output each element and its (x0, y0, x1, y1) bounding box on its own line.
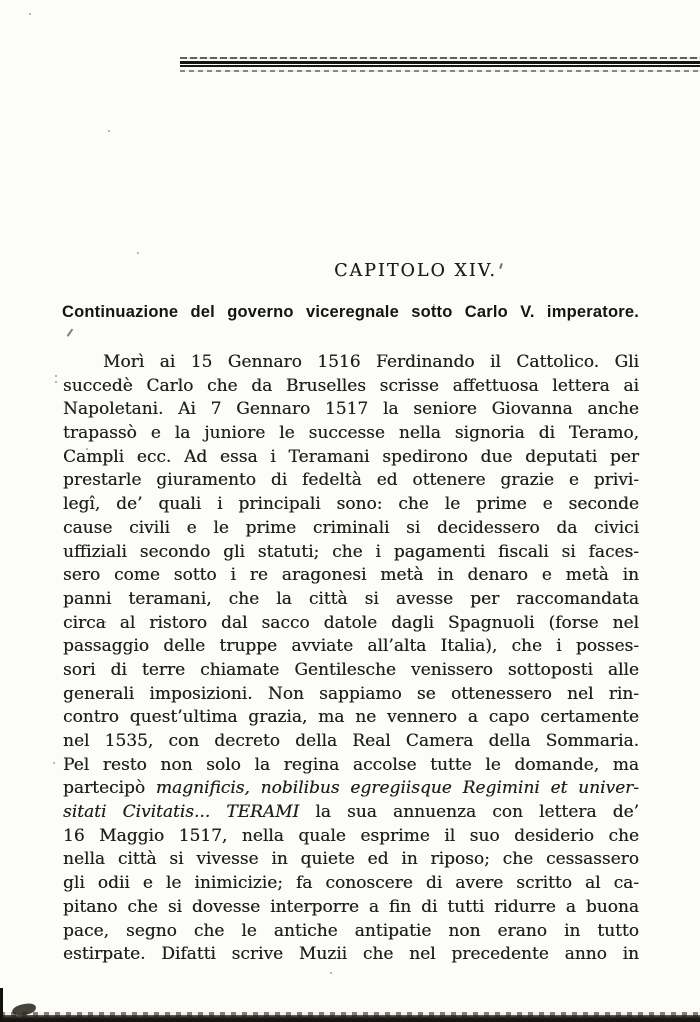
body-segment: succedè Carlo che da Bruselles scrisse affettuosa lettera ai (63, 375, 639, 396)
body-segment: Morì ai 15 Gennaro 1516 Ferdinando il Cattolico. Gli (103, 352, 639, 372)
paper-speck (55, 375, 57, 377)
paper-speck (29, 13, 31, 15)
body-line (63, 920, 639, 944)
body-segment: cause civili e le prime criminali si decidessero da civici (63, 517, 639, 538)
body-line (63, 564, 639, 588)
body-line (63, 612, 639, 636)
body-line (63, 848, 639, 872)
paper-speck (330, 972, 332, 974)
body-segment-italic: sitati Civitatis... TERAMI (63, 802, 300, 823)
rule-line (180, 70, 700, 72)
body-line (63, 588, 639, 612)
body-line (63, 777, 639, 801)
body-segment: Pel resto non solo la regina accolse tutte le domande, ma (63, 754, 639, 775)
paper-speck (108, 130, 110, 132)
paper-speck (53, 762, 55, 764)
scan-bottom-page-edge (0, 1010, 700, 1022)
body-segment: estirpate. Difatti scrive Muzii che nel precedente anno in (63, 944, 639, 965)
body-segment: gli odii e le inimicizie; fa conoscere di avere scritto al ca- (63, 873, 639, 894)
body-text (63, 351, 639, 967)
body-line (63, 635, 639, 659)
body-line (63, 541, 639, 565)
body-segment: nel 1535, con decreto della Real Camera della Sommaria. (63, 731, 639, 751)
body-line (63, 943, 639, 967)
body-line (63, 469, 639, 493)
body-segment-italic: magnificis, nobilibus egregiisque Regimini et univer- (155, 778, 639, 799)
body-line (63, 422, 639, 446)
body-segment: prestarle giuramento di fedeltà ed ottenere grazie e privi- (63, 470, 639, 491)
scan-artifact-top-rules (180, 56, 700, 74)
body-line (63, 706, 639, 730)
body-segment: contro quest’ultima grazia, ma ne vennero a capo certamente (63, 707, 639, 728)
scan-left-edge-mark (0, 988, 3, 1022)
solid-edge (0, 1015, 700, 1022)
paper-speck (86, 448, 88, 450)
paper-speck (137, 252, 139, 254)
paper-speck (104, 621, 106, 623)
body-line (63, 825, 639, 849)
body-segment: sero come sotto i re aragonesi metà in denaro e metà in (63, 565, 639, 586)
body-segment: pitano che si dovesse interporre a fin di tutti ridurre a buona (63, 896, 639, 917)
body-segment: 16 Maggio 1517, nella quale esprime il suo desiderio che (63, 825, 639, 846)
paper-speck (55, 381, 57, 383)
body-segment: trapassò e la juniore le successe nella signoria di Teramo, (63, 423, 639, 444)
body-line (63, 446, 639, 470)
rule-line (180, 65, 700, 67)
body-line (63, 659, 639, 683)
body-segment: partecipò (63, 778, 156, 799)
chapter-heading: CAPITOLO XIV. (334, 261, 497, 281)
chapter-subtitle: Continuazione del governo viceregnale sotto Carlo V. imperatore. (62, 303, 639, 321)
body-line (63, 351, 639, 375)
body-line (63, 730, 639, 754)
body-segment: generali imposizioni. Non sappiamo se ottenessero nel rin- (63, 683, 639, 704)
body-line (63, 398, 639, 422)
body-segment: passaggio delle truppe avviate all’alta Italia), che i posses- (63, 636, 639, 657)
body-line (63, 517, 639, 541)
body-line (63, 801, 639, 825)
body-segment: circa al ristoro dal sacco datole dagli Spagnuoli (forse nel (63, 612, 639, 633)
body-line (63, 896, 639, 920)
body-segment: Napoletani. Ai 7 Gennaro 1517 la seniore Giovanna anche (63, 399, 639, 420)
body-line (63, 872, 639, 896)
body-line (63, 375, 639, 399)
body-segment: pace, segno che le antiche antipatie non erano in tutto (63, 920, 639, 941)
paper-speck (433, 304, 435, 306)
rule-line (180, 61, 700, 64)
body-segment: legî, de’ quali i principali sono: che le prime e seconde (63, 494, 639, 515)
body-line (63, 754, 639, 778)
body-segment: nella città si vivesse in quiete ed in riposo; che cessassero (63, 849, 639, 870)
body-segment: Campli ecc. Ad essa i Teramani spedirono due deputati per (63, 446, 639, 467)
body-segment: sori di terre chiamate Gentilesche venissero sottoposti alle (63, 659, 639, 680)
body-segment: panni teramani, che la città si avesse per raccomandata (63, 588, 639, 609)
body-line (63, 493, 639, 517)
body-line (63, 683, 639, 707)
rule-line (180, 57, 700, 59)
body-segment: la sua annuenza con lettera de’ (299, 802, 639, 823)
scan-scratch-mark (67, 328, 73, 336)
body-segment: uffiziali secondo gli statuti; che i pagamenti fiscali si faces- (63, 541, 639, 562)
